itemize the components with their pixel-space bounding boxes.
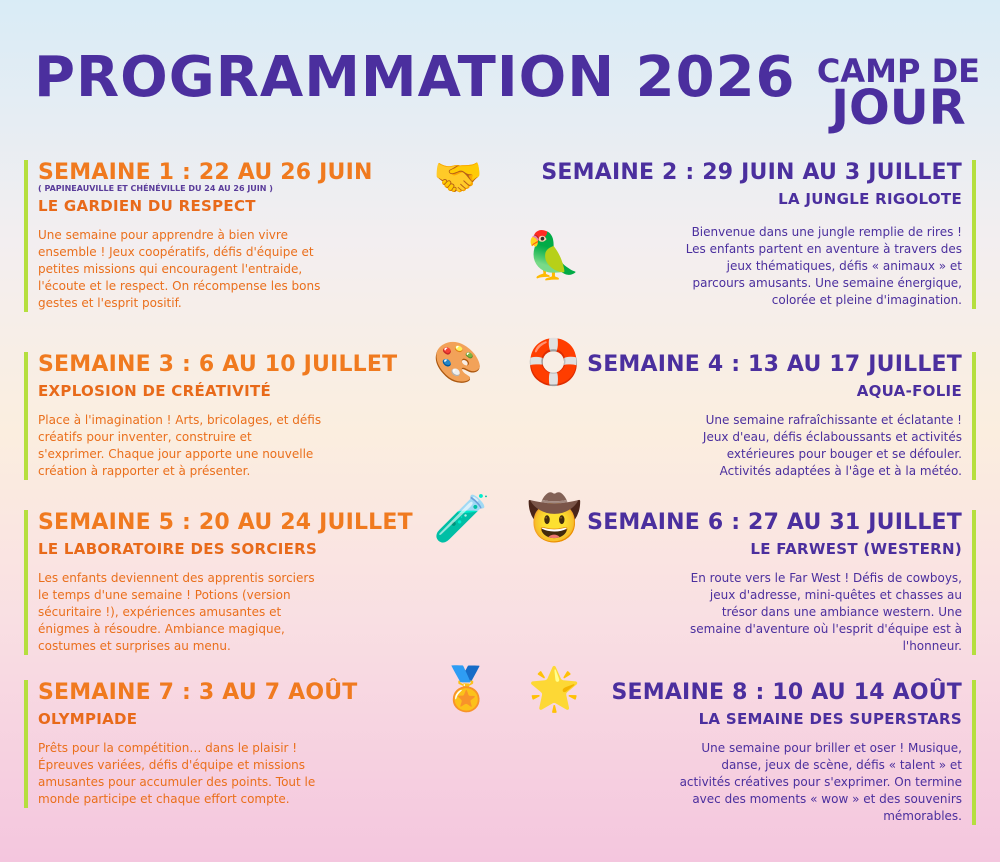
desc-line: avec des moments « wow » et des souvenirs <box>692 792 962 806</box>
week-7-theme: OLYMPIADE <box>38 710 138 728</box>
week-8-title: SEMAINE 8 : 10 AU 14 AOÛT <box>611 680 962 705</box>
camp-line-2: JOUR <box>831 80 966 137</box>
desc-line: sécuritaire !), expériences amusantes et <box>38 605 282 619</box>
desc-line: énigmes à résoudre. Ambiance magique, <box>38 622 285 636</box>
week-1-theme: LE GARDIEN DU RESPECT <box>38 197 256 215</box>
week-7-description <box>38 740 358 808</box>
desc-line: Une semaine rafraîchissante et éclatante ! <box>705 413 962 427</box>
week-2-block <box>541 160 976 309</box>
week-6-title: SEMAINE 6 : 27 AU 31 JUILLET <box>587 510 962 535</box>
desc-line: créatifs pour inventer, construire et <box>38 430 252 444</box>
week-5-title: SEMAINE 5 : 20 AU 24 JUILLET <box>38 510 413 535</box>
desc-line: Épreuves variées, défis d'équipe et missions <box>38 758 306 772</box>
desc-line: Les enfants deviennent des apprentis sorciers <box>38 571 315 585</box>
lifebuoy-icon: 🛟 <box>526 337 581 388</box>
desc-line: Bienvenue dans une jungle remplie de rires ! <box>691 225 962 239</box>
camp-de-jour-logo <box>816 52 980 137</box>
week-6-theme: LE FARWEST (WESTERN) <box>750 540 962 558</box>
desc-line: extérieures pour bouger et se défouler. <box>726 447 962 461</box>
week-7-title: SEMAINE 7 : 3 AU 7 AOÛT <box>38 680 358 705</box>
glowing-star-icon: 🌟 <box>528 664 581 713</box>
camp-line-1: CAMP DE <box>816 52 980 90</box>
desc-line: jeux thématiques, défis « animaux » et <box>726 259 962 273</box>
desc-line: semaine d'aventure où l'esprit d'équipe est à <box>690 622 962 636</box>
week-5-description <box>38 570 413 655</box>
week-4-theme: AQUA-FOLIE <box>856 382 962 400</box>
desc-line: Jeux d'eau, défis éclaboussants et activités <box>702 430 962 444</box>
desc-line: mémorables. <box>883 809 962 823</box>
desc-line: Place à l'imagination ! Arts, bricolages, et défis <box>38 413 322 427</box>
week-8-block <box>611 680 976 825</box>
week-4-block <box>587 352 976 480</box>
desc-line: le temps d'une semaine ! Potions (version <box>38 588 291 602</box>
desc-line: l'écoute et le respect. On récompense les bons <box>38 279 321 293</box>
desc-line: parcours amusants. Une semaine énergique, <box>692 276 962 290</box>
desc-line: colorée et pleine d'imagination. <box>771 293 962 307</box>
desc-line: Les enfants partent en aventure à travers des <box>685 242 962 256</box>
week-3-theme: EXPLOSION DE CRÉATIVITÉ <box>38 382 272 400</box>
week-6-block <box>587 510 976 655</box>
week-7-block <box>24 680 358 808</box>
desc-line: l'honneur. <box>902 639 962 653</box>
palette-icon: 🎨 <box>433 340 483 386</box>
week-2-theme: LA JUNGLE RIGOLOTE <box>778 190 962 208</box>
medal-icon: 🏅 <box>440 664 493 713</box>
desc-line: Une semaine pour apprendre à bien vivre <box>38 228 288 242</box>
week-5-theme: LE LABORATOIRE DES SORCIERS <box>38 540 318 558</box>
week-2-description <box>541 224 962 309</box>
page-title: PROGRAMMATION 2026 <box>34 45 796 110</box>
desc-line: s'exprimer. Chaque jour apporte une nouvelle <box>38 447 314 461</box>
week-4-title: SEMAINE 4 : 13 AU 17 JUILLET <box>587 352 962 377</box>
week-4-description <box>587 412 962 480</box>
desc-line: costumes et surprises au menu. <box>38 639 231 653</box>
week-3-description <box>38 412 397 480</box>
desc-line: ensemble ! Jeux coopératifs, défis d'équipe et <box>38 245 314 259</box>
week-6-description <box>587 570 962 655</box>
desc-line: gestes et l'esprit positif. <box>38 296 182 310</box>
week-5-block <box>24 510 413 655</box>
week-1-description <box>38 227 373 312</box>
week-1-title: SEMAINE 1 : 22 AU 26 JUIN <box>38 160 373 185</box>
week-1-note: ( PAPINEAUVILLE ET CHÉNÉVILLE DU 24 AU 26 JUIN ) <box>38 184 273 193</box>
handshake-icon: 🤝 <box>433 155 483 201</box>
week-8-theme: LA SEMAINE DES SUPERSTARS <box>698 710 962 728</box>
desc-line: jeux d'adresse, mini-quêtes et chasses au <box>709 588 962 602</box>
desc-line: activités créatives pour s'exprimer. On termine <box>679 775 962 789</box>
desc-line: En route vers le Far West ! Défis de cowboys, <box>690 571 962 585</box>
desc-line: monde participe et chaque effort compte. <box>38 792 290 806</box>
cowboy-face-icon: 🤠 <box>527 493 582 544</box>
test-tube-icon: 🧪 <box>433 491 491 545</box>
parrot-icon: 🦜 <box>524 228 582 282</box>
week-8-description <box>611 740 962 825</box>
week-2-title: SEMAINE 2 : 29 JUIN AU 3 JUILLET <box>541 160 962 185</box>
desc-line: Prêts pour la compétition… dans le plaisir ! <box>38 741 298 755</box>
desc-line: création à rapporter et à présenter. <box>38 464 251 478</box>
desc-line: Activités adaptées à l'âge et à la météo. <box>719 464 962 478</box>
desc-line: amusantes pour accumuler des points. Tout le <box>38 775 316 789</box>
week-3-block <box>24 352 397 480</box>
week-1-block <box>24 160 373 312</box>
desc-line: trésor dans une ambiance western. Une <box>721 605 962 619</box>
week-3-title: SEMAINE 3 : 6 AU 10 JUILLET <box>38 352 398 377</box>
desc-line: danse, jeux de scène, défis « talent » et <box>721 758 962 772</box>
desc-line: petites missions qui encouragent l'entraide, <box>38 262 303 276</box>
desc-line: Une semaine pour briller et oser ! Musique, <box>701 741 962 755</box>
